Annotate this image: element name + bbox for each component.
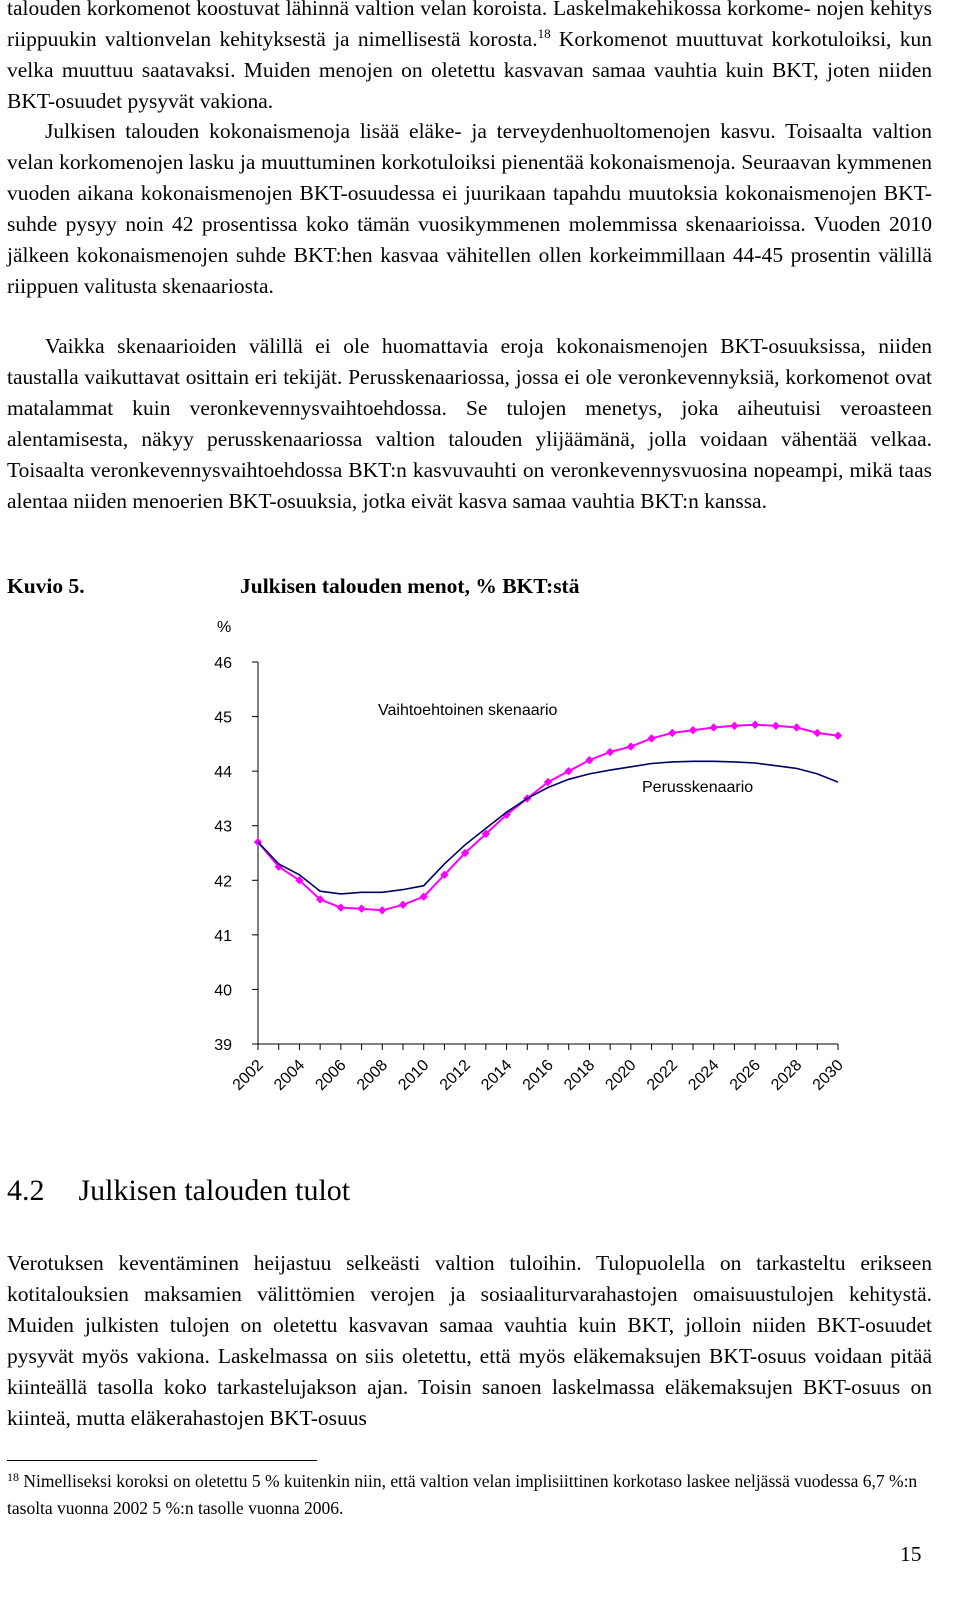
x-tick-label: 2004: [271, 1056, 309, 1094]
y-tick-label: 44: [214, 764, 232, 782]
x-tick-label: 2018: [561, 1056, 599, 1094]
data-point: [689, 726, 697, 734]
data-point: [357, 904, 365, 912]
section-heading: [7, 1174, 350, 1208]
x-tick-label: 2024: [685, 1056, 723, 1094]
expenditure-line-chart: [190, 600, 870, 1130]
y-tick-label: 41: [214, 927, 232, 945]
paragraph-1-rest: Korkomenot muuttuvat korkotuloiksi, kun velka muuttuu saatavaksi. Muiden menojen on oletettu kasvavan samaa vauhtia kuin BKT, joten niiden BKT-osuudet pysyvät vakiona.: [7, 27, 932, 113]
figure-title: Julkisen talouden menot, % BKT:stä: [240, 574, 580, 598]
data-point: [399, 901, 407, 909]
y-tick-label: 43: [214, 818, 232, 836]
y-tick-label: 45: [214, 709, 232, 727]
page-number: 15: [900, 1542, 922, 1566]
section-title: Julkisen talouden tulot: [78, 1174, 351, 1207]
footnote: [7, 1468, 932, 1522]
body-paragraph-1: [7, 0, 932, 117]
x-tick-label: 2010: [395, 1056, 433, 1094]
body-paragraph-2: Julkisen talouden kokonaismenoja lisää eläke- ja terveydenhuoltomenojen kasvu. Toisaalta valtion velan korkomenojen lasku ja muuttuminen korkotuloiksi pienentää kokonaismenoja. Seuraavan kymmenen vuoden aikana kokonaismenojen BKT-osuudessa ei juurikaan tapahdu muutoksia kokonaismenojen BKT- suhde pysyy noin 42 prosentissa koko tämän vuosikymmenen molemmissa skenaarioissa. Vuoden 2010 jälkeen kokonaismenojen suhde BKT:hen kasvaa vähitellen ollen korkeimmillaan 44-45 prosentin välillä riippuen valitusta skenaariosta.: [7, 119, 932, 298]
x-tick-label: 2006: [312, 1056, 350, 1094]
data-point: [730, 722, 738, 730]
footnote-divider: [7, 1460, 317, 1461]
y-axis-unit-label: %: [217, 619, 232, 636]
figure-label: Kuvio 5.: [7, 574, 85, 598]
x-tick-label: 2026: [726, 1056, 764, 1094]
y-tick-label: 42: [214, 873, 232, 891]
data-point: [668, 729, 676, 737]
footnote-reference[interactable]: 18: [537, 26, 551, 41]
y-tick-label: 39: [214, 1037, 232, 1054]
data-point: [647, 734, 655, 742]
data-point: [565, 767, 573, 775]
x-tick-label: 2028: [768, 1056, 806, 1094]
data-point: [813, 729, 821, 737]
data-point: [834, 731, 842, 739]
data-point: [751, 721, 759, 729]
data-point: [585, 756, 593, 764]
x-tick-label: 2022: [643, 1056, 682, 1094]
x-tick-label: 2012: [436, 1056, 474, 1094]
y-tick-label: 46: [214, 655, 232, 672]
data-point: [772, 722, 780, 730]
x-tick-label: 2030: [809, 1056, 847, 1094]
data-point: [378, 906, 386, 914]
footnote-number: 18: [7, 1470, 19, 1484]
y-tick-label: 40: [214, 982, 232, 1000]
series-label-vaihtoehtoinen: Vaihtoehtoinen skenaario: [378, 702, 558, 719]
section-number: 4.2: [7, 1174, 45, 1207]
x-tick-label: 2002: [229, 1056, 267, 1094]
data-point: [627, 742, 635, 750]
body-paragraph-4: Verotuksen keventäminen heijastuu selkeästi valtion tuloihin. Tulopuolella on tarkasteltu erikseen kotitalouksien maksamien välittömien verojen ja sosiaaliturvarahastojen omaisuustulojen kehitystä. Muiden julkisten tulojen on oletettu kasvavan samaa vauhtia kuin BKT, jolloin niiden BKT-osuudet pysyvät myös vakiona. Laskelmassa on siis oletettu, että myös eläkemaksujen BKT-osuus voidaan pitää kiinteällä tasolla koko tarkastelujakson ajan. Toisin sanoen laskelmassa eläkemaksujen BKT-osuus on kiinteä, mutta eläkerahastojen BKT-osuus: [7, 1251, 932, 1430]
data-point: [337, 903, 345, 911]
series-line-vaihtoehtoinen: [258, 725, 838, 911]
x-tick-label: 2014: [478, 1056, 516, 1094]
data-point: [606, 748, 614, 756]
x-tick-label: 2020: [602, 1056, 640, 1094]
paragraph-1-line-2: nojen kehitys riippuukin valtionvelan kehityksestä ja nimellisestä korosta.: [7, 0, 933, 51]
body-paragraph-3: Vaikka skenaarioiden välillä ei ole huomattavia eroja kokonaismenojen BKT-osuuksissa, niiden taustalla vaikuttavat osittain eri tekijät. Perusskenaariossa, jossa ei ole veronkevennyksiä, korkomenot ovat matalammat kuin veronkevennysvaihtoehdossa. Se tulojen menetys, joka aiheutuisi veroasteen alentamisesta, näkyy perusskenaariossa valtion talouden ylijäämänä, jolla voidaan vähentää velkaa. Toisaalta veronkevennysvaihtoehdossa BKT:n kasvuvauhti on veronkevennysvuosina nopeampi, mikä taas alentaa niiden menoerien BKT-osuuksia, jotka eivät kasva samaa vauhtia BKT:n kanssa.: [7, 334, 932, 513]
x-tick-label: 2016: [519, 1056, 557, 1094]
x-tick-label: 2008: [353, 1056, 392, 1094]
footnote-text: Nimelliseksi koroksi on oletettu 5 % kuitenkin niin, että valtion velan implisiittinen korkotaso laskee neljässä vuodessa 6,7 %:n tasolta vuonna 2002 5 %:n tasolle vuonna 2006.: [7, 1471, 918, 1518]
series-label-perus: Perusskenaario: [642, 779, 754, 796]
data-point: [792, 723, 800, 731]
data-point: [710, 723, 718, 731]
paragraph-1-line-1: talouden korkomenot koostuvat lähinnä valtion velan koroista. Laskelmakehikossa korkome-: [7, 0, 811, 20]
